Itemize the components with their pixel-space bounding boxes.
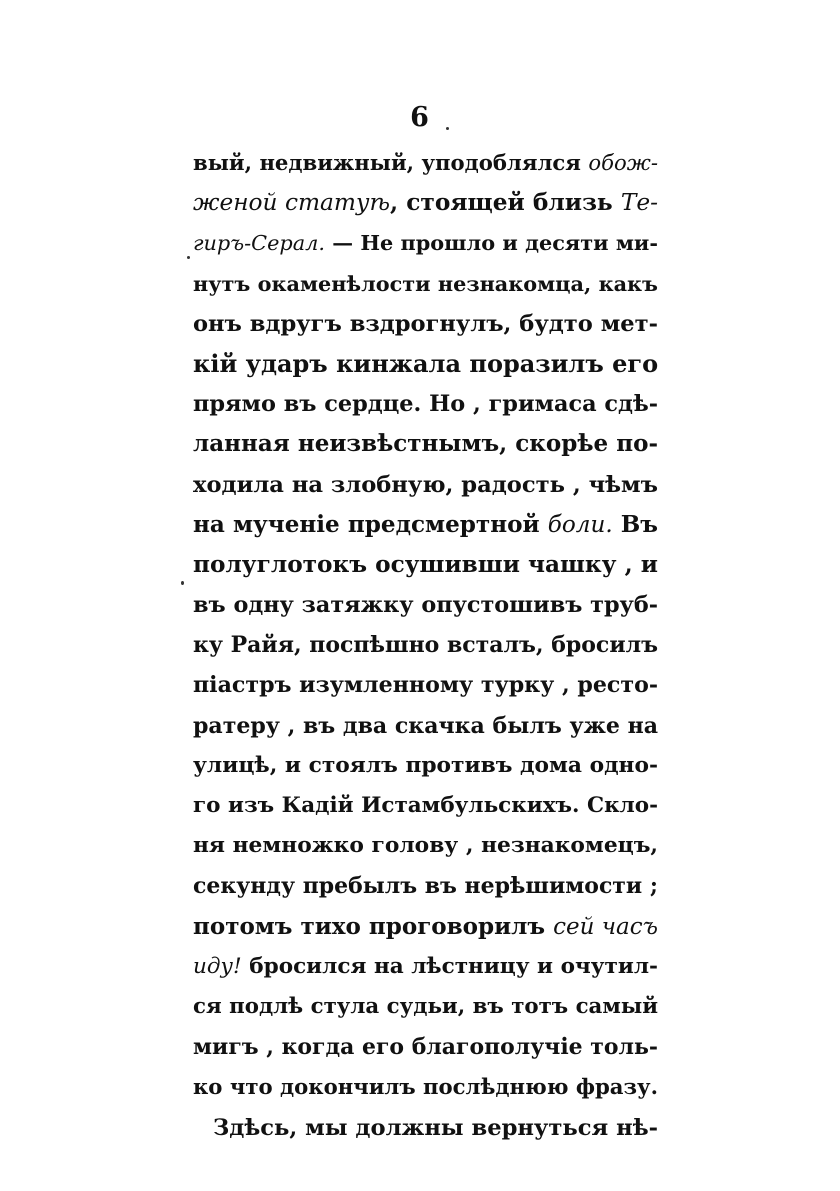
text-run: , стоящей близь — [390, 189, 621, 217]
ink-speck — [187, 256, 190, 259]
text-line — [193, 1108, 658, 1148]
text-line — [193, 264, 658, 304]
text-run: секунду пребылъ въ нерѣшимости ; — [193, 873, 658, 900]
text-line — [193, 505, 658, 545]
italic-text: боли. — [547, 511, 613, 538]
text-run: бросился на лѣстницу и очутил- — [241, 953, 658, 979]
text-run: Въ — [612, 510, 659, 538]
text-run: прямо въ сердце. Но , гримаса сдѣ- — [193, 391, 658, 418]
text-run: полуглотокъ осушивши чашку , и — [193, 550, 658, 578]
text-run: въ одну затяжку опустошивъ труб- — [193, 592, 658, 619]
text-run: мигъ , когда его благополучіе толь- — [193, 1034, 658, 1061]
text-run: ко что докончилъ послѣднюю фразу. — [193, 1074, 658, 1100]
text-run: онъ вдругъ вздрогнулъ, будто мет- — [193, 310, 658, 337]
italic-text: обож- — [588, 150, 658, 175]
text-run: нутъ окаменѣлости незнакомца, какъ — [193, 270, 658, 296]
italic-text: женой статуѣ — [193, 189, 391, 217]
text-run: улицѣ, и стоялъ противъ дома одно- — [193, 752, 658, 778]
text-line — [193, 987, 658, 1027]
text-line — [193, 907, 658, 947]
text-line — [193, 344, 658, 384]
text-line — [193, 625, 658, 665]
italic-text: сей часъ — [553, 913, 658, 940]
text-line — [193, 1027, 658, 1067]
text-run: на мученіе предсмертной — [193, 510, 548, 538]
text-run: піастръ изумленному турку , ресто- — [193, 672, 659, 699]
text-line — [193, 786, 658, 826]
text-line — [193, 706, 658, 746]
text-run: го изъ Кадій Истамбульскихъ. Скло- — [193, 793, 658, 818]
italic-text: гиръ-Серал. — [193, 231, 325, 256]
text-run: ланная неизвѣстнымъ, скорѣе по- — [193, 430, 658, 458]
ink-speck — [181, 581, 184, 585]
text-run: вый, недвижный, уподоблялся — [193, 150, 589, 175]
text-line — [193, 424, 658, 464]
text-run: ня немножко голову , незнакомецъ, — [193, 833, 658, 859]
text-run: Здѣсь, мы должны вернуться нѣ- — [213, 1114, 658, 1141]
text-line — [193, 183, 658, 223]
text-run: ку Райя, поспѣшно всталъ, бросилъ — [193, 632, 658, 659]
italic-text: Те- — [620, 189, 658, 217]
text-line — [193, 665, 658, 705]
text-run: ходила на злобную, радость , чѣмъ — [193, 471, 658, 498]
body-text — [193, 143, 658, 1148]
text-run: потомъ тихо проговорилъ — [193, 912, 554, 940]
page-number: 6 — [410, 102, 430, 133]
text-line — [193, 585, 658, 625]
text-line — [193, 746, 658, 786]
text-run: — Не прошло и десяти ми- — [325, 230, 658, 256]
text-line — [193, 947, 658, 987]
text-run: ратеру , въ два скачка былъ уже на — [193, 712, 658, 739]
text-run: кій ударъ кинжала поразилъ его — [193, 348, 659, 378]
text-line — [193, 866, 658, 906]
text-run: ся подлѣ стула судьи, въ тотъ самый — [193, 993, 658, 1019]
text-line — [193, 545, 658, 585]
text-line — [193, 826, 658, 866]
text-line — [193, 304, 658, 344]
text-line — [193, 384, 658, 424]
text-line — [193, 465, 658, 505]
italic-text: иду! — [193, 953, 242, 979]
text-line — [193, 143, 658, 183]
ink-speck — [446, 127, 449, 130]
text-line — [193, 1067, 658, 1107]
text-line — [193, 223, 658, 263]
